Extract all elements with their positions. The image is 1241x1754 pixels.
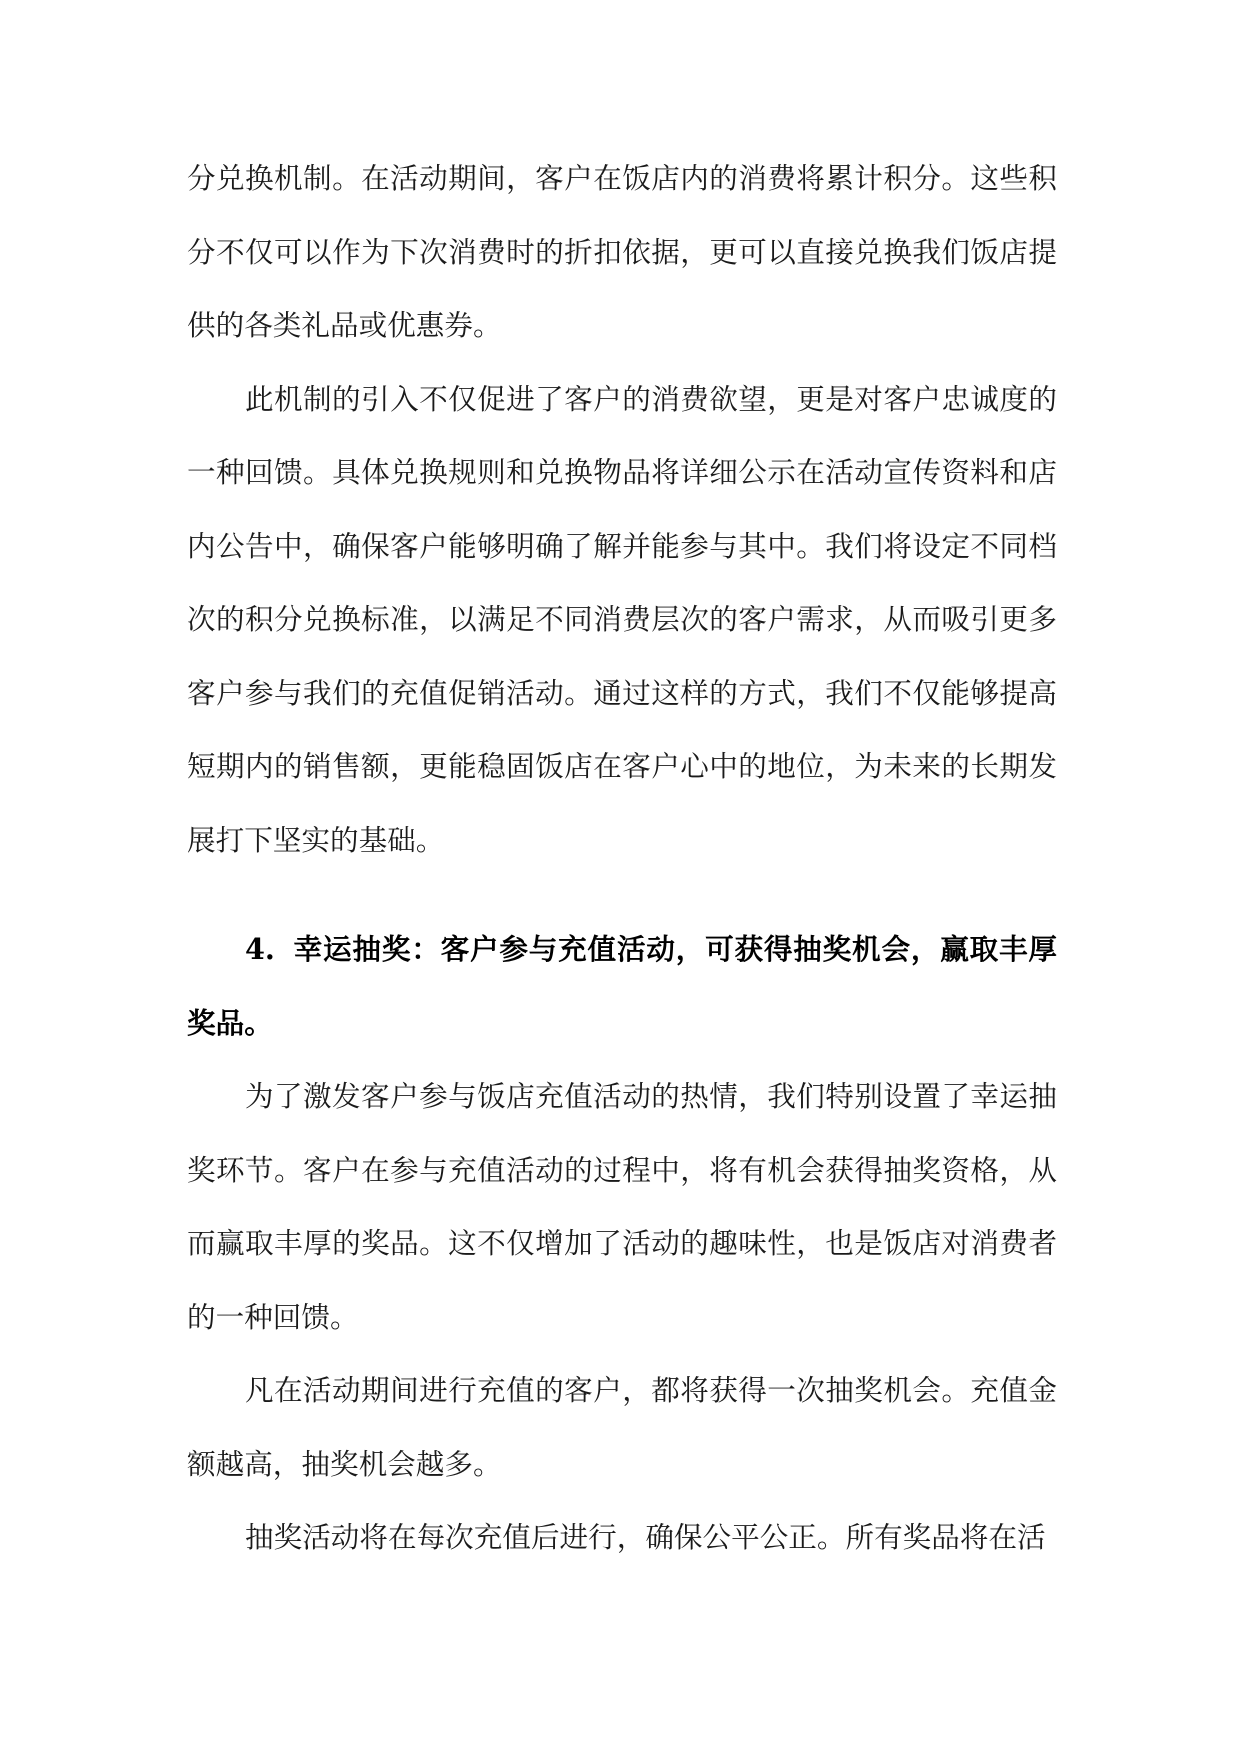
section-number: 4. <box>245 932 275 966</box>
paragraph-mechanism-benefits: 此机制的引入不仅促进了客户的消费欲望，更是对客户忠诚度的一种回馈。具体兑换规则和兑换物品将详细公示在活动宣传资料和店内公告中，确保客户能够明确了解并能参与其中。我们将设定不同档次的积分兑换标准，以满足不同消费层次的客户需求，从而吸引更多客户参与我们的充值促销活动。通过这样的方式，我们不仅能够提高短期内的销售额，更能稳固饭店在客户心中的地位，为未来的长期发展打下坚实的基础。 <box>187 381 1057 857</box>
document-body <box>187 142 1057 1575</box>
section-heading-text: 幸运抽奖：客户参与充值活动，可获得抽奖机会，赢取丰厚奖品。 <box>187 932 1057 1040</box>
section-heading-lucky-draw <box>187 913 1057 1060</box>
paragraph-points-exchange-continued: 分兑换机制。在活动期间，客户在饭店内的消费将累计积分。这些积分不仅可以作为下次消费时的折扣依据，更可以直接兑换我们饭店提供的各类礼品或优惠券。 <box>187 161 1057 342</box>
paragraph-draw-process: 抽奖活动将在每次充值后进行，确保公平公正。所有奖品将在活 <box>245 1520 1046 1554</box>
paragraph-lucky-draw-intro: 为了激发客户参与饭店充值活动的热情，我们特别设置了幸运抽奖环节。客户在参与充值活动的过程中，将有机会获得抽奖资格，从而赢取丰厚的奖品。这不仅增加了活动的趣味性，也是饭店对消费者的一种回馈。 <box>187 1079 1057 1334</box>
paragraph-draw-eligibility: 凡在活动期间进行充值的客户，都将获得一次抽奖机会。充值金额越高，抽奖机会越多。 <box>187 1373 1057 1481</box>
